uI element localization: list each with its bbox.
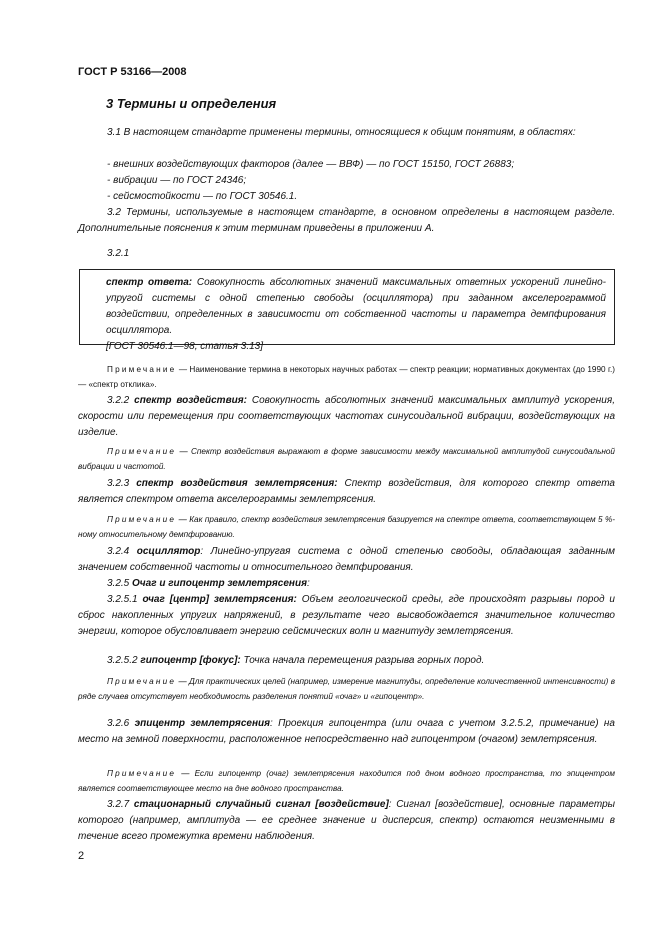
note-5: Примечание — Если гипоцентр (очаг) землетрясения находится под дном водного пространства, то эпицентром является соответствующее место на дне водного пространства. bbox=[78, 769, 615, 793]
list-item-vvf: - внешних воздействующих факторов (далее — ВВФ) — по ГОСТ 15150, ГОСТ 26883; bbox=[107, 159, 515, 170]
term-stationary-signal: стационарный случайный сигнал [воздействие] bbox=[133, 799, 389, 810]
definition-response-spectrum: Совокупность абсолютных значений максимальных ответных ускорений линейно-упругой системы с одной степенью свободы (осциллятора) при заданном акселерограммой воздействии, определенных в зависимости от собственной частоты и параметра демпфирования осциллятора. bbox=[106, 277, 606, 336]
list-item-seismic: - сейсмостойкости — по ГОСТ 30546.1. bbox=[107, 191, 298, 202]
term-response-spectrum: спектр ответа: bbox=[106, 277, 193, 288]
section-title: 3 Термины и определения bbox=[106, 96, 277, 111]
term-oscillator: осциллятор bbox=[136, 546, 201, 557]
clause-3-2-4: 3.2.4 осциллятор: Линейно-упругая система с одной степенью свободы, обладающая заданным значением собственной частоты и относительного демпфирования. bbox=[78, 546, 615, 573]
note-4: Примечание — Для практических целей (например, измерение магнитуды, определение количественной интенсивности) в ряде случаев отсутствует необходимость разделения понятий «очаг» и «гипоцентр». bbox=[78, 677, 615, 701]
note-label: Примечание bbox=[107, 365, 177, 374]
paragraph-3-2: 3.2 Термины, используемые в настоящем стандарте, в основном определены в настоящем разделе. Дополнительные пояснения к этим терминам приведены в приложении А. bbox=[78, 207, 615, 234]
term-earthquake-focus: очаг [центр] землетрясения: bbox=[142, 594, 297, 605]
note-3: Примечание — Как правило, спектр воздействия землетрясения базируется на спектре ответа, соответствующем 5 %-ному относительному демпфированию. bbox=[78, 515, 615, 539]
clause-3-2-7: 3.2.7 стационарный случайный сигнал [воздействие]: Сигнал [воздействие], основные параметры которого (например, амплитуда — ее среднее значение и дисперсия, спектр) остаются неизменными в течение всего промежутка времени наблюдения. bbox=[78, 799, 615, 842]
note-2: Примечание — Спектр воздействия выражают в форме зависимости между максимальной амплитудой синусоидальной вибрации и частотой. bbox=[78, 447, 615, 471]
term-focus-hypocenter: Очаг и гипоцентр землетрясения bbox=[132, 578, 307, 589]
term-earthquake-impact-spectrum: спектр воздействия землетрясения: bbox=[136, 478, 338, 489]
term-epicenter: эпицентр землетрясения bbox=[134, 718, 270, 729]
definition-reference: [ГОСТ 30546.1—98, статья 3.13] bbox=[106, 341, 263, 352]
clause-3-2-5-1: 3.2.5.1 очаг [центр] землетрясения: Объем геологической среды, где происходят разрывы пород и сброс накопленных упругих напряжений, в результате чего высвобождается значительное количество энергии, которое обусловливает энергию сейсмических волн и магнитуду землетрясения. bbox=[78, 594, 615, 637]
clause-3-2-3: 3.2.3 спектр воздействия землетрясения: Спектр воздействия, для которого спектр ответа является спектром ответа акселерограммы землетрясения. bbox=[78, 478, 615, 505]
clause-3-2-6: 3.2.6 эпицентр землетрясения: Проекция гипоцентра (или очага с учетом 3.2.5.2, примечание) на место на земной поверхности, расположенное непосредственно над гипоцентром (очагом) землетрясения. bbox=[78, 718, 615, 745]
paragraph-3-1: 3.1 В настоящем стандарте применены термины, относящиеся к общим понятиям, в областях: bbox=[107, 127, 576, 138]
list-item-vibration: - вибрации — по ГОСТ 24346; bbox=[107, 175, 247, 186]
note-1: Примечание — Наименование термина в некоторых научных работах — спектр реакции; нормативных документах (до 1990 г.) — «спектр отклика». bbox=[78, 365, 615, 389]
clause-3-2-5: 3.2.5 Очаг и гипоцентр землетрясения: bbox=[107, 578, 310, 589]
term-impact-spectrum: спектр воздействия: bbox=[134, 395, 247, 406]
page-number: 2 bbox=[78, 850, 85, 862]
clause-3-2-2: 3.2.2 спектр воздействия: Совокупность абсолютных значений максимальных амплитуд ускорения, скорости или перемещения при соответствующих частотах синусоидальной вибрации, воздействующих на изделие. bbox=[78, 395, 615, 438]
document-header: ГОСТ Р 53166—2008 bbox=[78, 66, 187, 78]
term-hypocenter: гипоцентр [фокус]: bbox=[140, 655, 241, 666]
definition-box-text bbox=[106, 275, 606, 355]
clause-number-3-2-1: 3.2.1 bbox=[107, 248, 130, 259]
clause-3-2-5-2: 3.2.5.2 гипоцентр [фокус]: Точка начала перемещения разрыва горных пород. bbox=[107, 655, 485, 666]
